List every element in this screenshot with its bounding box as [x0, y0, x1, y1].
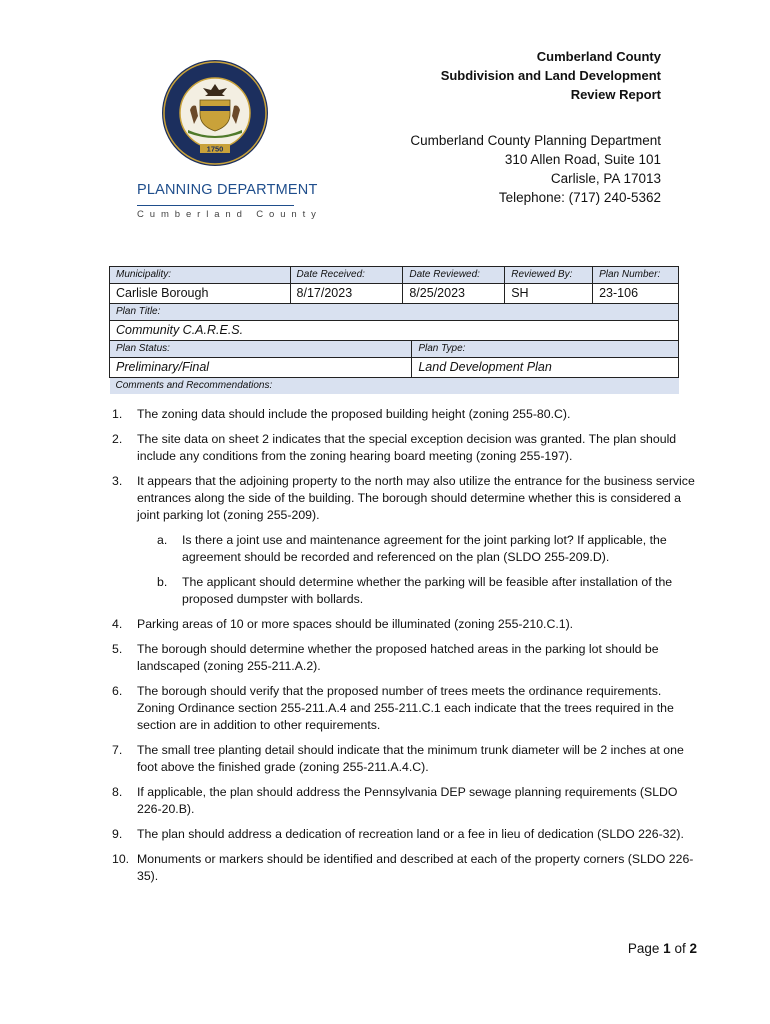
comment-text: The small tree planting detail should indicate that the minimum trunk diameter will be 2 inches at one foot above the finished grade (zoning 255-211.A.4.C). — [137, 743, 684, 774]
comment-text: If applicable, the plan should address the Pennsylvania DEP sewage planning requirements (SLDO 226-20.B). — [137, 785, 678, 816]
planning-department-wordmark: PLANNING DEPARTMENT — [137, 182, 318, 198]
plan-title-value: Community C.A.R.E.S. — [110, 321, 679, 341]
comment-item — [112, 473, 702, 524]
address-line: Carlisle, PA 17013 — [550, 171, 661, 186]
date-received-label: Date Received: — [290, 267, 403, 284]
report-title — [441, 47, 661, 104]
address-line: Cumberland County Planning Department — [410, 133, 661, 148]
comment-text: Monuments or markers should be identified and described at each of the property corners (SLDO 226-35). — [137, 852, 694, 883]
comment-item — [112, 616, 702, 633]
comment-item — [112, 406, 702, 423]
comment-text: The borough should verify that the proposed number of trees meets the ordinance requirements. Zoning Ordinance section 255-211.A.4 and 255-211.C.1 each indicate that the trees required in the section are in addition to other requirements. — [137, 684, 674, 732]
plan-status-value: Preliminary/Final — [110, 358, 412, 378]
date-received-value: 8/17/2023 — [290, 284, 403, 304]
subitem-letter: a. — [157, 533, 168, 547]
comment-text: The plan should address a dedication of recreation land or a fee in lieu of dedication (SLDO 226-32). — [137, 827, 684, 841]
cumberland-county-wordmark: Cumberland County — [137, 209, 322, 220]
department-address — [410, 131, 661, 207]
comment-subitem — [112, 574, 702, 608]
page-word: Page — [627, 941, 660, 956]
municipality-value: Carlisle Borough — [110, 284, 291, 304]
comment-number: 10. — [112, 852, 130, 866]
reviewed-by-value: SH — [505, 284, 593, 304]
comment-number: 3. — [112, 474, 123, 488]
comment-text: The borough should determine whether the proposed hatched areas in the parking lot should be landscaped (zoning 255-211.A.2). — [137, 642, 659, 673]
date-reviewed-value: 8/25/2023 — [403, 284, 505, 304]
wordmark-divider — [137, 205, 294, 206]
reviewed-by-label: Reviewed By: — [505, 267, 593, 284]
comment-text: It appears that the adjoining property to the north may also utilize the entrance for the business service entrances along the side of the building. The borough should determine whether this is considered a joint parking lot (zoning 255-209). — [137, 474, 695, 522]
municipality-label: Municipality: — [110, 267, 291, 284]
plan-number-label: Plan Number: — [593, 267, 679, 284]
comment-subitem — [112, 532, 702, 566]
plan-status-label: Plan Status: — [110, 341, 412, 358]
subitem-text: The applicant should determine whether the parking will be feasible after installation of the proposed dumpster with bollards. — [182, 575, 673, 606]
title-line: Review Report — [570, 87, 661, 102]
plan-type-value: Land Development Plan — [412, 358, 679, 378]
comment-number: 4. — [112, 617, 123, 631]
date-reviewed-label: Date Reviewed: — [403, 267, 505, 284]
comment-item — [112, 742, 702, 776]
plan-info-table — [109, 266, 679, 394]
plan-title-label: Plan Title: — [110, 304, 679, 321]
comment-text: The zoning data should include the proposed building height (zoning 255-80.C). — [137, 407, 571, 421]
title-line: Subdivision and Land Development — [440, 68, 661, 83]
seal-year: 1750 — [206, 144, 224, 154]
comment-item — [112, 784, 702, 818]
subitem-text: Is there a joint use and maintenance agreement for the joint parking lot? If applicable, the agreement should be recorded and referenced on the plan (SLDO 255-209.D). — [182, 533, 667, 564]
address-line: Telephone: (717) 240-5362 — [498, 190, 661, 205]
total-pages: 2 — [689, 941, 697, 956]
title-line: Cumberland County — [536, 49, 661, 64]
comments-label: Comments and Recommendations: — [110, 378, 679, 395]
comment-item — [112, 431, 702, 465]
comments-list — [112, 406, 702, 893]
of-word: of — [674, 941, 686, 956]
comment-number: 6. — [112, 684, 123, 698]
comment-number: 1. — [112, 407, 123, 421]
comment-number: 5. — [112, 642, 123, 656]
subitem-letter: b. — [157, 575, 168, 589]
comment-number: 2. — [112, 432, 123, 446]
comment-text: Parking areas of 10 or more spaces should be illuminated (zoning 255-210.C.1). — [137, 617, 574, 631]
comment-item — [112, 683, 702, 734]
comment-number: 8. — [112, 785, 123, 799]
plan-type-label: Plan Type: — [412, 341, 679, 358]
current-page: 1 — [663, 941, 671, 956]
comment-item — [112, 826, 702, 843]
comment-number: 7. — [112, 743, 123, 757]
plan-number-value: 23-106 — [593, 284, 679, 304]
comment-number: 9. — [112, 827, 123, 841]
comment-text: The site data on sheet 2 indicates that the special exception decision was granted. The plan should include any conditions from the zoning hearing board meeting (zoning 255-197). — [137, 432, 677, 463]
county-seal-logo — [160, 58, 270, 168]
address-line: 310 Allen Road, Suite 101 — [504, 152, 661, 167]
comment-item — [112, 851, 702, 885]
comment-item — [112, 641, 702, 675]
page-number — [628, 941, 697, 956]
